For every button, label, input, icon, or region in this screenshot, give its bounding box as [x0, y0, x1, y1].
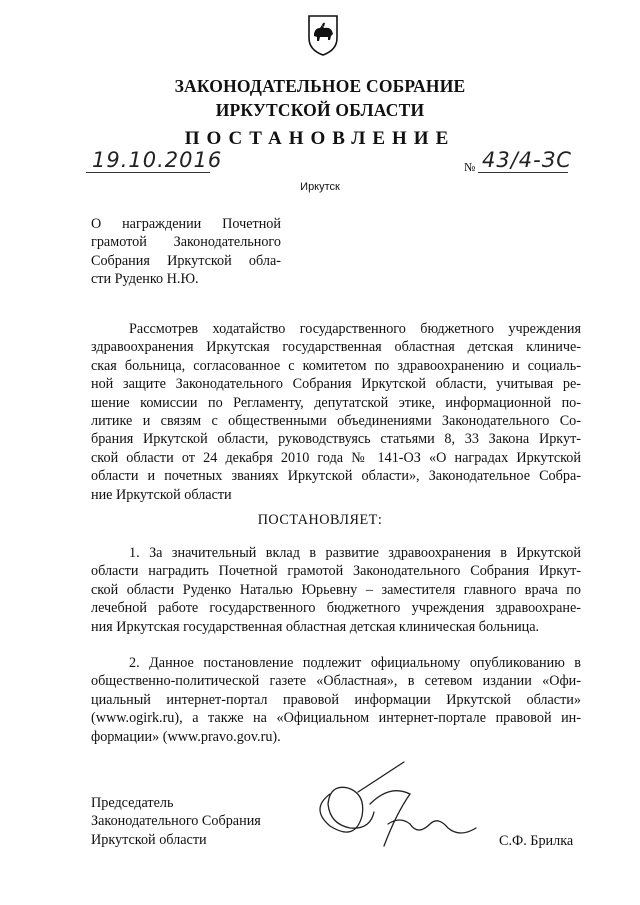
subject-line: сти Руденко Н.Ю. [91, 271, 199, 288]
preamble-paragraph [91, 320, 581, 504]
document-type-title: ПОСТАНОВЛЕНИЕ [184, 128, 456, 149]
item-1-paragraph [91, 544, 581, 636]
subject-line: О награждении Почетной [91, 216, 281, 232]
document-date: 19.10.2016 [92, 148, 223, 172]
paragraph-line: шение комиссии по Регламенту, депутатской этике, информационной по- [91, 394, 581, 411]
signer-position-line: Председатель [91, 795, 174, 811]
organization-name-line2: ИРКУТСКОЙ ОБЛАСТИ [215, 100, 425, 120]
coat-of-arms-icon [306, 14, 340, 56]
paragraph-line: лечебной работе государственного бюджетного учреждения здравоохране- [91, 600, 581, 617]
paragraph-line: циальный интернет-портал правовой информации Иркутской области» [91, 691, 581, 708]
subject-line: грамотой Законодательного [91, 234, 281, 251]
date-underline [86, 172, 210, 173]
document-number: 43/4-ЗС [482, 148, 572, 172]
city-label: Иркутск [300, 181, 340, 193]
signer-position [91, 794, 261, 849]
paragraph-line: формации» (www.pravo.gov.ru). [91, 728, 281, 745]
paragraph-line: ния Иркутская государственная областная детская клиническая больница. [91, 618, 540, 635]
organization-name-line1: ЗАКОНОДАТЕЛЬНОЕ СОБРАНИЕ [174, 76, 466, 96]
paragraph-line: литике и связям с общественными объединениями Законодательного Со- [91, 413, 581, 430]
paragraph-line: Рассмотрев ходатайство государственного бюджетного учреждения [129, 321, 581, 337]
signer-name: С.Ф. Брилка [499, 833, 574, 849]
paragraph-line: ской области Руденко Наталью Юрьевну – заместителя главного врача по [91, 581, 581, 598]
paragraph-line: здравоохранения Иркутская государственная областная детская клиниче- [91, 339, 581, 356]
paragraph-line: ной защите Законодательного Собрания Иркутской области, учитывая ре- [91, 376, 581, 393]
paragraph-line: общественно-политической газете «Областная», в сетевом издании «Офи- [91, 673, 581, 690]
paragraph-line: (www.ogirk.ru), а также на «Официальном интернет-портале правовой ин- [91, 710, 581, 727]
paragraph-line: области наградить Почетной грамотой Законодательного Собрания Иркут- [91, 563, 581, 580]
paragraph-line: ская больница, согласованное с комитетом по здравоохранению и социаль- [91, 357, 581, 374]
paragraph-line: 1. За значительный вклад в развитие здравоохранения в Иркутской [129, 545, 581, 561]
number-underline [478, 172, 568, 173]
subject-line: Собрания Иркутской обла- [91, 252, 281, 269]
paragraph-line: области и почетных званиях Иркутской области», Законодательное Собра- [91, 468, 581, 485]
paragraph-line: ской области от 24 декабря 2010 года № 141-ОЗ «О наградах Иркутской [91, 449, 581, 466]
paragraph-line: брания Иркутской области, руководствуясь статьями 8, 33 Закона Иркут- [91, 431, 581, 448]
document-subject [91, 215, 281, 289]
paragraph-line: 2. Данное постановление подлежит официальному опубликованию в [129, 655, 581, 671]
item-2-paragraph [91, 654, 581, 746]
number-sign: № [464, 160, 476, 174]
signer-position-line: Иркутской области [91, 831, 207, 848]
handwritten-signature [300, 754, 490, 854]
signer-position-line: Законодательного Собрания [91, 813, 261, 830]
resolve-heading: ПОСТАНОВЛЯЕТ: [257, 512, 383, 528]
paragraph-line: ние Иркутской области [91, 486, 232, 503]
